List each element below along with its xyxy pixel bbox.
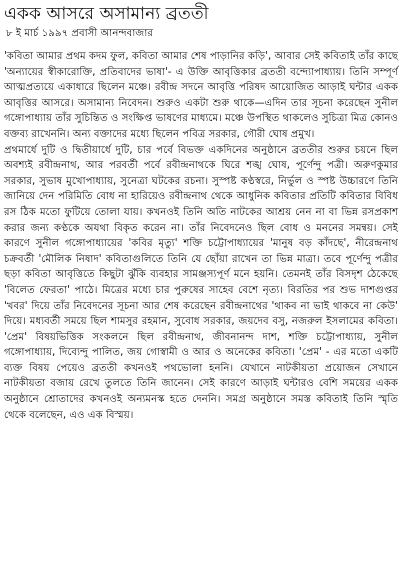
article-title: একক আসরে অসামান্য ব্রততী — [4, 4, 209, 24]
article-paragraph-1: 'কবিতা আমার প্রথম কদম ফুল, কবিতা আমার শেষ পাড়ানির কড়ি', আবার সেই কবিতাই তাঁর কাছে 'অন্যায়ের স্বীকারোক্তি, প্রতিবাদের ভাষা'- এ উক্তি আবৃত্তিকার ব্রততী বন্দ্যোপাধ্যায়। তিনি সম্পূর্ণ আত্মপ্রত্যয়ে একাধারে ছিলেন মঞ্চে। রবীন্দ্র সদনে আবৃত্তি পরিষদ আয়োজিত আড়াই ঘন্টার একক আবৃত্তির আসরে। অসামান্য নিবেদন। শুরুও একটা শুরু থাকে—এদিন তার সূচনা করেছেন সুনীল গঙ্গোপাধ্যায় তাঁর সুচিন্তিত ও সংক্ষিপ্ত ভাষণের মাধ্যমে। মঞ্চে উপস্থিত থাকলেও সুচিত্রা মিত্র কোনও বক্তব্য রাখেননি। অন্য বক্তাদের মধ্যে ছিলেন পবিত্র সরকার, গৌরী ঘোষ প্রমুখ। — [4, 51, 398, 140]
article-paragraph-2: প্রথমার্ধে দুটি ও দ্বিতীয়ার্ধে দুটি, চার পর্বে বিভক্ত একদিনের অনুষ্ঠানে ব্রততীর শুরুর চয়নে ছিল অবশ্যই রবীন্দ্রনাথ, আর পরবর্তী পর্বে রবীন্দ্রনাথকে ঘিরে শঙ্খ ঘোষ, পূর্ণেন্দু পত্রী। অরুণকুমার সরকার, সুভাষ মুখোপাধ্যায়, সুনেত্রা ঘটকের রচনা। সুস্পষ্ট কণ্ঠস্বরে, নির্ভুল ও স্পষ্ট উচ্চারণে তিনি জানিয়ে দেন পরিমিতি বোধ না হারিয়েও রবীন্দ্রনাথ থেকে আধুনিক কবিতার প্রতিটি কবিতার বিবিধ রস ঠিক মতো ফুটিয়ে তোলা যায়। কখনওই তিনি অতি নাটকের আশ্রয় নেন না বা ভিন্ন রসপ্রকাশ করার জন্য কণ্ঠকে অযথা বিকৃত করেন না। তাঁর নিবেদনেও ছিল বোধ ও মননের সমন্বয়। সেই কারণে সুনীল গঙ্গোপাধ্যায়ের 'কবির মৃত্যু' শক্তি চট্টোপাধ্যায়ের 'মানুষ বড় কাঁদছে', নীরেন্দ্রনাথ চক্রবর্তী 'মৌলিক নিষাদ' কবিতাগুলিতে তিনি যে ছোঁয়া রাখেন তা ভিন্ন মাত্রা। তবে পূর্ণেন্দু পত্রীর ছড়া কবিতা আবৃত্তিতে কিছুটা ঝুঁকি ব্যবহার সামঞ্জস্যপূর্ণ মনে হয়নি। তেমনই তাঁর বিসদৃশ ঠেকেছে 'বিলেত ফেরতা' পাঠে। মিত্রের মধ্যে চার পুরুষের সাহেব বেশে নৃত্য। বিরতির পর শুভ দাশগুপ্তর 'খবর' দিয়ে তাঁর নিবেদনের সূচনা আর শেষ করেছেন রবীন্দ্রনাথের 'থাকব না ভাই থাকবে না কেউ' দিয়ে। মধ্যবর্তী সময়ে ছিল শামসুর রহমান, সুবোধ সরকার, জয়দেব বসু, নজরুল ইসলামের কবিতা। 'প্রেম' বিষয়ভিত্তিক সংকলনে ছিল রবীন্দ্রনাথ, জীবনানন্দ দাশ, শক্তি চট্টোপাধ্যায়, সুনীল গঙ্গোপাধ্যায়, দিব্যেন্দু পালিত, জয় গোস্বামী ও আর ও অনেকের কবিতা। 'প্রেম' - এর মতো একটি ব্যক্ত বিষয় পেয়েও ব্রততী কখনওই পথভোলা হননি। যেখানে নাটকীয়তা প্রয়োজন সেখানে নাটকীয়তা বজায় রেখে তুলতে তিনি জানেন। সেই কারণে আড়াই ঘন্টারও বেশি সময়ের একক অনুষ্ঠানে শ্রোতাদের কখনওই অন্যমনস্ক হতে দেননি। সমগ্র অনুষ্ঠানে সমস্ত কবিতাই তিনি স্মৃতি থেকে বলেছেন, এও এক বিস্ময়। — [4, 144, 398, 421]
article-body — [4, 49, 398, 423]
article-dateline: ৮ ই মার্চ ১৯৯৭ প্রবাসী আনন্দবাজার — [6, 28, 153, 39]
